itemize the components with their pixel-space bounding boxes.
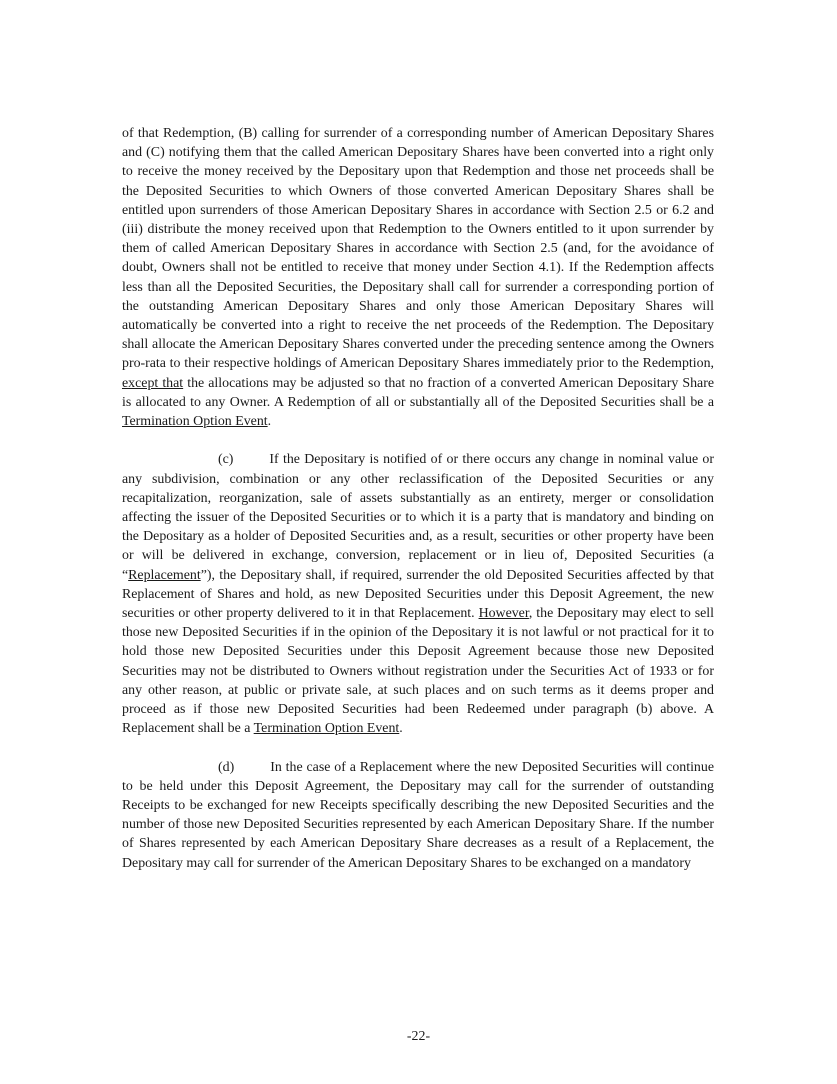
text-run: . (267, 414, 272, 430)
paragraph-label-d: (d) (218, 759, 235, 775)
underlined-term-termination-option-event: Termination Option Event (122, 414, 268, 430)
underlined-term-except-that: except that (122, 375, 184, 391)
text-run: If the Depositary is notified of or there occurs any change in nominal value or any subdivision, combination or any other reclassification of the Deposited Securities or any recapitalization, reorganization, sale of assets substantially as an entirety, merger or consolidation affecting the issuer of the Deposited Securities or to which it is a party that is mandatory and binding on the Depositary as a holder of Deposited Securities and, as a result, securities or other property have been or will be delivered in exchange, conversion, replacement or in lieu of, Deposited Securities (a “ (122, 452, 714, 583)
text-run: . (399, 721, 403, 737)
paragraph-redemption-continued (122, 124, 714, 431)
text-run: ”), the Depositary shall, if required, surrender the old Deposited Securities affected by that Replacement of Shares and hold, as new Deposited Securities under this Deposit Agreement, the new securities or other property delivered to it in that Replacement. (122, 567, 714, 622)
text-run: of that Redemption, (B) calling for surrender of a corresponding number of American Depositary Shares and (C) notifying them that the called American Depositary Shares have been converted into a right only to receive the money received by the Depositary upon that Redemption and those net proceeds shall be the Deposited Securities to which Owners of those converted American Depositary Shares shall be entitled upon surrenders of those American Depositary Shares in accordance with Section 2.5 or 6.2 and (iii) distribute the money received upon that Redemption to the Owners entitled to it upon surrender by them of called American Depositary Shares in accordance with Section 2.5 (and, for the avoidance of doubt, Owners shall not be entitled to receive that money under Section 4.1). If the Redemption affects less than all the Deposited Securities, the Depositary shall call for surrender a corresponding portion of the outstanding American Depositary Shares and only those American Depositary Shares will automatically be converted into a right to receive the net proceeds of the Redemption. The Depositary shall allocate the American Depositary Shares converted under the preceding sentence among the Owners pro-rata to their respective holdings of American Depositary Shares immediately prior to the Redemption, (122, 126, 714, 372)
paragraph-d-new-receipts (122, 758, 714, 873)
text-run: In the case of a Replacement where the new Deposited Securities will continue to be held under this Deposit Agreement, the Depositary may call for the surrender of outstanding Receipts to be exchanged for new Receipts specifically describing the new Deposited Securities and the number of those new Deposited Securities represented by each American Depositary Share. If the number of Shares represented by each American Depositary Share decreases as a result of a Replacement, the Depositary may call for surrender of the American Depositary Shares to be exchanged on a mandatory (122, 759, 714, 871)
text-run: the allocations may be adjusted so that no fraction of a converted American Depositary Share is allocated to any Owner. A Redemption of all or substantially all of the Deposited Securities shall be a (122, 375, 714, 410)
underlined-term-however: However (478, 606, 529, 622)
underlined-term-termination-option-event: Termination Option Event (253, 721, 400, 737)
page-number: -22- (406, 1029, 431, 1044)
underlined-term-replacement: Replacement (128, 567, 201, 583)
paragraph-c-replacement (122, 450, 714, 738)
text-run: , the Depositary may elect to sell those new Deposited Securities if in the opinion of the Depositary it is not lawful or not practical for it to hold those new Deposited Securities under this Deposit Agreement because those new Deposited Securities may not be distributed to Owners without registration under the Securities Act of 1933 or for any other reason, at public or private sale, at such places and on such terms as it deems proper and proceed as if those new Deposited Securities had been Redeemed under paragraph (b) above. A Replacement shall be a (122, 606, 715, 737)
document-body (122, 124, 714, 873)
paragraph-label-c: (c) (218, 452, 234, 468)
